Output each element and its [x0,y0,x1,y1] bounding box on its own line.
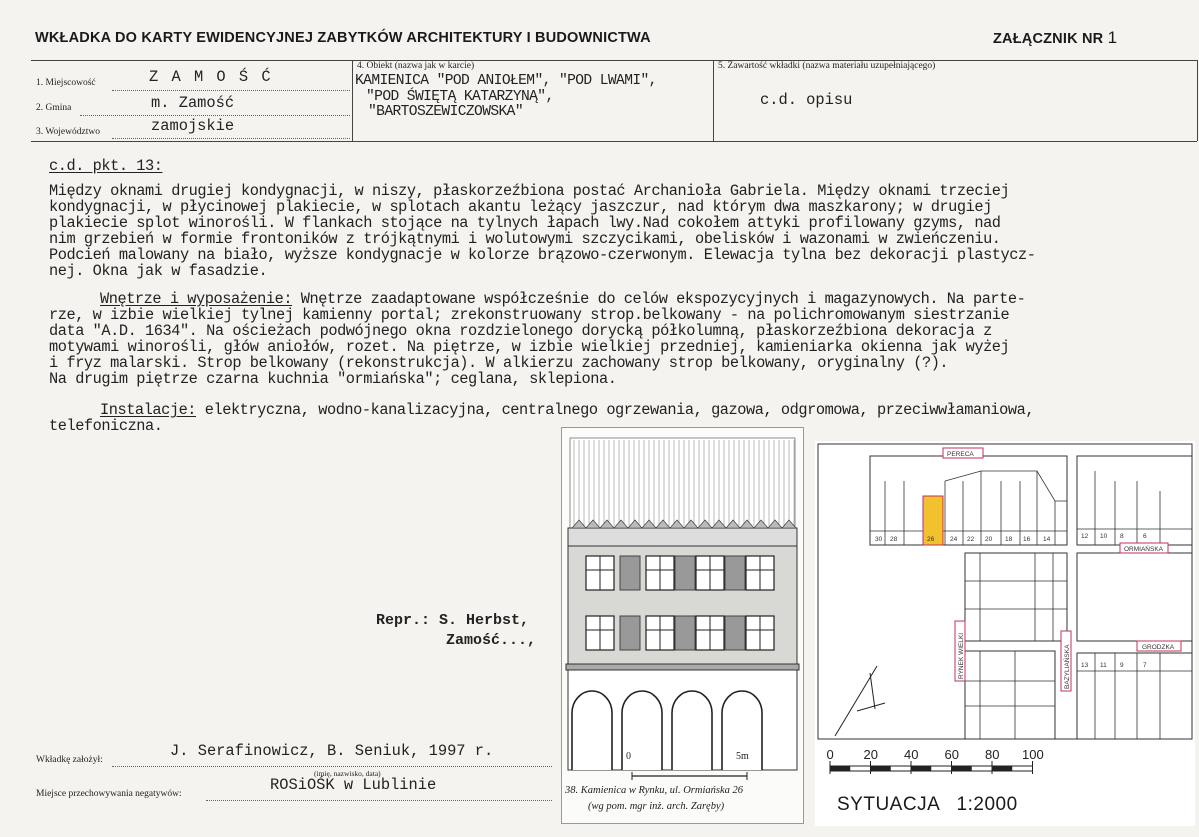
zawartosc-label: 5. Zawartość wkładki (nazwa materiału uzupełniającego) [718,61,936,71]
parcel-number: 28 [890,536,898,543]
zalozyl-sub: (imię, nazwisko, data) [314,769,381,778]
gmina-dotline [80,115,350,116]
repro-line-2: Zamość..., [446,632,537,649]
document-title: WKŁADKA DO KARTY EWIDENCYJNEJ ZABYTKÓW ARCHITEKTURY I BUDOWNICTWA [35,30,651,46]
body-p2-heading: Wnętrze i wyposażenie: [100,290,293,308]
scale-segment [911,766,931,771]
miejscowosc-dotline [112,90,350,91]
street-pereca: PERECA [947,451,974,458]
body-p1-line: nim grzebień w formie frontoników z trójkątnymi i wolutowymi szczycikami, obelisków i wazonami w zwieńczeniu. [49,230,1001,248]
wojewodztwo-label: 3. Województwo [36,127,100,137]
cornice [566,664,799,670]
body-p3-line: telefoniczna. [49,417,163,435]
body-p2-line: motywami winorośli, głów aniołów, rozet. Na piętrze, w izbie wielkiej przedniej, kamieniarka okienna jak wyżej [49,338,1010,356]
street-rynek: RYNEK WIELKI [958,632,965,679]
obiekt-label: 4. Obiekt (nazwa jak w karcie) [357,61,475,71]
facade-relief-panel [620,556,640,590]
block-right-middle [1077,553,1192,641]
obiekt-line-2: "POD ŚWIĘTĄ KATARZYNĄ", [366,89,554,105]
arcade-arch [672,691,712,770]
parcel-number: 11 [1100,662,1107,669]
parcel-number: 16 [1023,536,1031,543]
parcel-number: 7 [1143,662,1147,669]
facade-scale-0: 0 [626,751,631,762]
block-top-right [1077,456,1192,545]
parcel-number: 10 [1100,533,1108,540]
frame-divider-1 [352,60,353,141]
scale-tick-label: 60 [944,747,959,762]
map-scale-bar [827,747,1044,774]
body-p1-line: nej. Okna jak w fasadzie. [49,262,268,280]
gmina-value: m. Zamość [151,94,235,112]
miejsce-label: Miejsce przechowywania negatywów: [36,789,182,799]
scale-tick-label: 0 [826,747,834,762]
annex-label-text: ZAŁĄCZNIK NR [993,31,1104,47]
parcel-number: 13 [1081,662,1089,669]
facade-relief-panel [675,616,695,650]
parcel-number: 20 [985,536,993,543]
scale-tick-label: 20 [863,747,878,762]
arcade-arch [572,691,612,770]
wojewodztwo-dotline [112,138,350,139]
body-p2-line: rze, w izbie wielkiej tylnej kamienny portal; zrekonstruowany strop.belkowany - na polichromowanym siestrzanie [49,306,1010,324]
annex-label [993,28,1117,48]
facade-relief-panel [725,556,745,590]
facade-caption-1: 38. Kamienica w Rynku, ul. Ormiańska 26 [565,785,743,796]
scale-tick-label: 80 [985,747,1000,762]
body-p3-heading: Instalacje: [100,401,197,419]
facade-relief-panel [675,556,695,590]
block-top-left [870,456,1067,545]
miejscowosc-label: 1. Miejscowość [36,78,96,88]
facade-scale-5m: 5m [736,751,749,762]
body-p2-line: i fryz malarski. Strop belkowany (rekonstrukcja). W alkierzu zachowany strop belkowany, oryginalny (?). [49,354,949,372]
parcel-number: 26 [927,536,935,543]
parcel-number: 30 [875,536,883,543]
zalozyl-dotline [112,766,552,767]
parcel-number: 24 [950,536,958,543]
facade-caption-2: (wg pom. mgr inż. arch. Zaręby) [588,801,725,812]
obiekt-line-1: KAMIENICA "POD ANIOŁEM", "POD LWAMI", [355,73,657,89]
body-p1-line: kondygnacji, w płycinowej plakiecie, w splotach akantu leżący jaszczur, nad którym dwa maszkarony; w drugiej [49,198,992,216]
body-p2-first-text: Wnętrze zaadaptowane współcześnie do celów ekspozycyjnych i magazynowych. Na parte- [292,290,1026,308]
parcel-number: 14 [1043,536,1051,543]
wojewodztwo-value: zamojskie [151,117,235,135]
facade-svg [562,428,803,823]
frame-top-line [31,60,1197,61]
body-p3-first-line [100,401,1034,419]
frame-divider-2 [713,60,714,141]
scale-segment [830,766,850,771]
facade-drawing [561,427,804,824]
parcel-number: 22 [967,536,975,543]
parcel-number: 6 [1143,533,1147,540]
scale-tick-label: 100 [1022,747,1044,762]
zalozyl-value: J. Serafinowicz, B. Seniuk, 1997 r. [170,742,494,760]
facade-relief-panel [620,616,640,650]
body-p3-first-text: elektryczna, wodno-kanalizacyjna, centralnego ogrzewania, gazowa, odgromowa, przeciwwłamaniowa, [196,401,1035,419]
scale-tick-label: 40 [904,747,919,762]
parcel-number: 18 [1005,536,1013,543]
annex-number: 1 [1107,28,1118,47]
miejsce-dotline [206,800,552,801]
miejscowosc-value: Z A M O Ś Ć [149,68,273,86]
body-p1-line: Między oknami drugiej kondygnacji, w niszy, płaskorzeźbiona postać Archanioła Gabriela. Między oknami trzeciej [49,182,1010,200]
frame-bottom-line [31,141,1197,142]
gmina-label: 2. Gmina [36,103,72,113]
obiekt-line-3: "BARTOSZEWICZOWSKA" [368,104,523,120]
scale-segment [952,766,972,771]
parcel-number: 9 [1120,662,1124,669]
site-map-svg [815,441,1195,826]
parcel-number: 12 [1081,533,1089,540]
facade-relief-panel [725,616,745,650]
zawartosc-value: c.d. opisu [760,91,853,109]
body-p1-line: plakiecie splot winorośli. W flankach stojące na tylnych łapach lwy.Nad cokołem attyki profilowany gzyms, nad [49,214,1001,232]
miejsce-value: ROSiOŚK w Lublinie [270,776,437,794]
street-bazylianska: BAZYLIAŃSKA [1064,644,1071,689]
street-ormianska: ORMIAŃSKA [1124,546,1164,553]
scale-segment [992,766,1012,771]
body-p2-line: Na drugim piętrze czarna kuchnia "ormiańska"; ceglana, sklepiona. [49,370,617,388]
block-right-lower [1077,653,1192,739]
frame-right-edge [1197,60,1198,141]
map-title: SYTUACJA 1:2000 [837,794,1018,815]
attic [568,528,797,546]
street-grodzka: GRODZKA [1142,644,1175,651]
scale-segment [871,766,891,771]
body-heading: c.d. pkt. 13: [49,157,163,175]
zalozyl-label: Wkładkę założył: [36,755,103,765]
body-p2-line: data "A.D. 1634". Na ościeżach podwójnego okna rozdzielonego dorycką półkolumną, płaskorzeźbiona dekoracja z [49,322,992,340]
block-lower [965,651,1055,739]
body-p1-line: Podcień malowany na biało, wyższe kondygnacje w kolorze brązowo-czerwonym. Elewacja tylna bez dekoracji plastycz- [49,246,1036,264]
parcel-number: 8 [1120,533,1124,540]
site-map [815,441,1195,826]
repro-line-1: Repr.: S. Herbst, [376,612,530,629]
